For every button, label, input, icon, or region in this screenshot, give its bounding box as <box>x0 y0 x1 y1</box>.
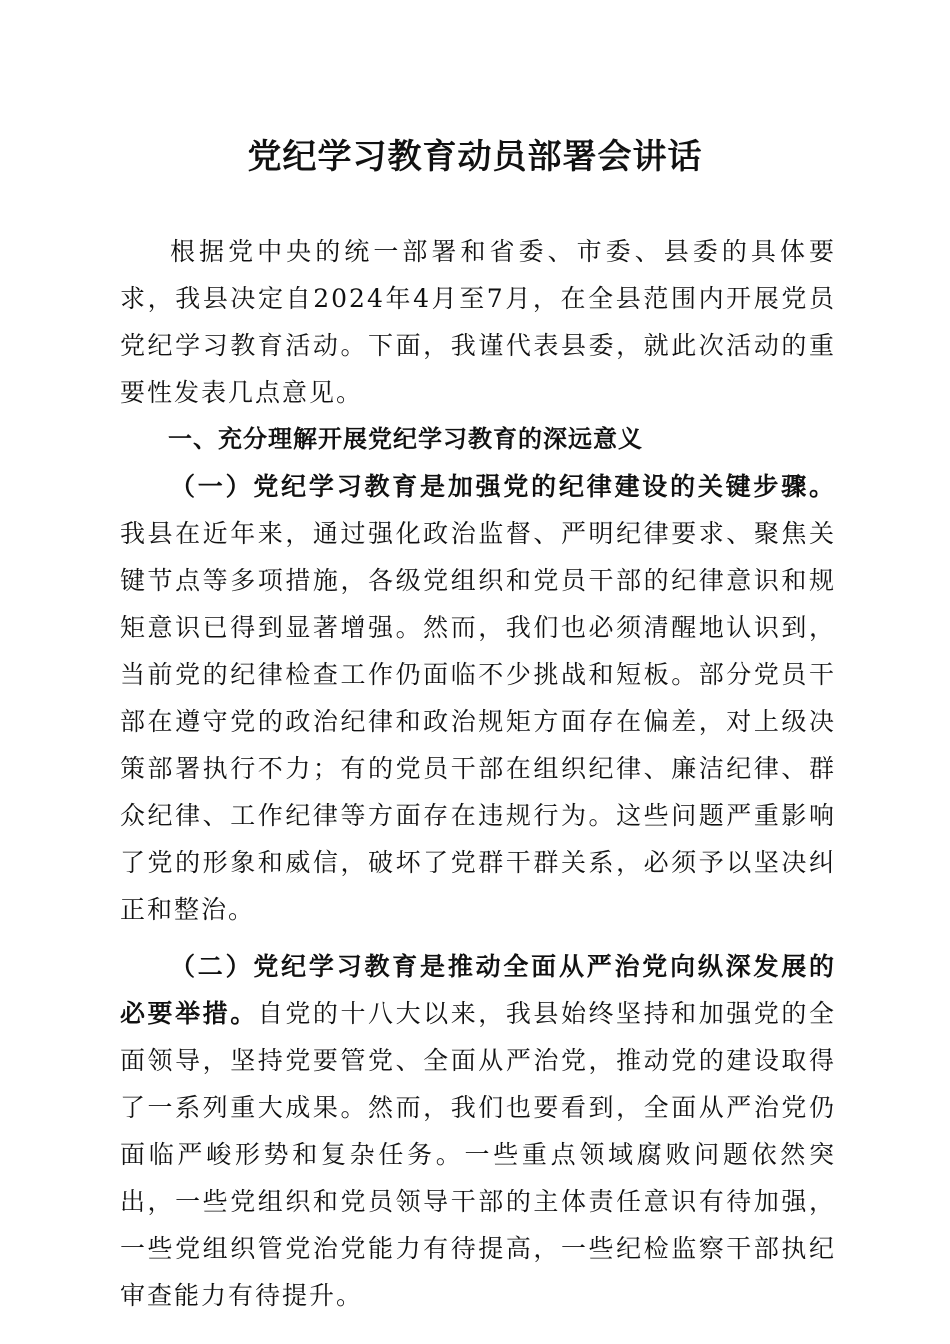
section-1-item-2-lead: （二）党纪学习教育是推动全面从严治党向纵深发展的必要举措。 <box>120 952 836 1028</box>
section-1-item-1-lead: （一）党纪学习教育是加强党的纪律建设的关键步骤。 <box>170 472 836 501</box>
section-1-heading: 一、充分理解开展党纪学习教育的深远意义 <box>168 425 643 453</box>
document-body <box>120 228 836 1319</box>
section-1-item-2-text: 自党的十八大以来，我县始终坚持和加强党的全面领导，坚持党要管党、全面从严治党，推动党的建设取得了一系列重大成果。然而，我们也要看到，全面从严治党仍面临严峻形势和复杂任务。一些重点领域腐败问题依然突出，一些党组织和党员领导干部的主体责任意识有待加强，一些党组织管党治党能力有待提高，一些纪检监察干部执纪审查能力有待提升。 <box>120 999 836 1310</box>
paragraph-gap <box>120 933 836 943</box>
section-1-item-1-paragraph <box>120 463 836 933</box>
intro-paragraph: 根据党中央的统一部署和省委、市委、县委的具体要求，我县决定自2024年4月至7月，在全县范围内开展党员党纪学习教育活动。下面，我谨代表县委，就此次活动的重要性发表几点意见。 <box>120 237 836 407</box>
document-title: 党纪学习教育动员部署会讲话 <box>247 137 703 177</box>
section-1-item-1-text: 我县在近年来，通过强化政治监督、严明纪律要求、聚焦关键节点等多项措施，各级党组织和党员干部的纪律意识和规矩意识已得到显著增强。然而，我们也必须清醒地认识到，当前党的纪律检查工作仍面临不少挑战和短板。部分党员干部在遵守党的政治纪律和政治规矩方面存在偏差，对上级决策部署执行不力；有的党员干部在组织纪律、廉洁纪律、群众纪律、工作纪律等方面存在违规行为。这些问题严重影响了党的形象和威信，破坏了党群干群关系，必须予以坚决纠正和整治。 <box>120 519 836 924</box>
section-1-item-2-paragraph <box>120 943 836 1319</box>
